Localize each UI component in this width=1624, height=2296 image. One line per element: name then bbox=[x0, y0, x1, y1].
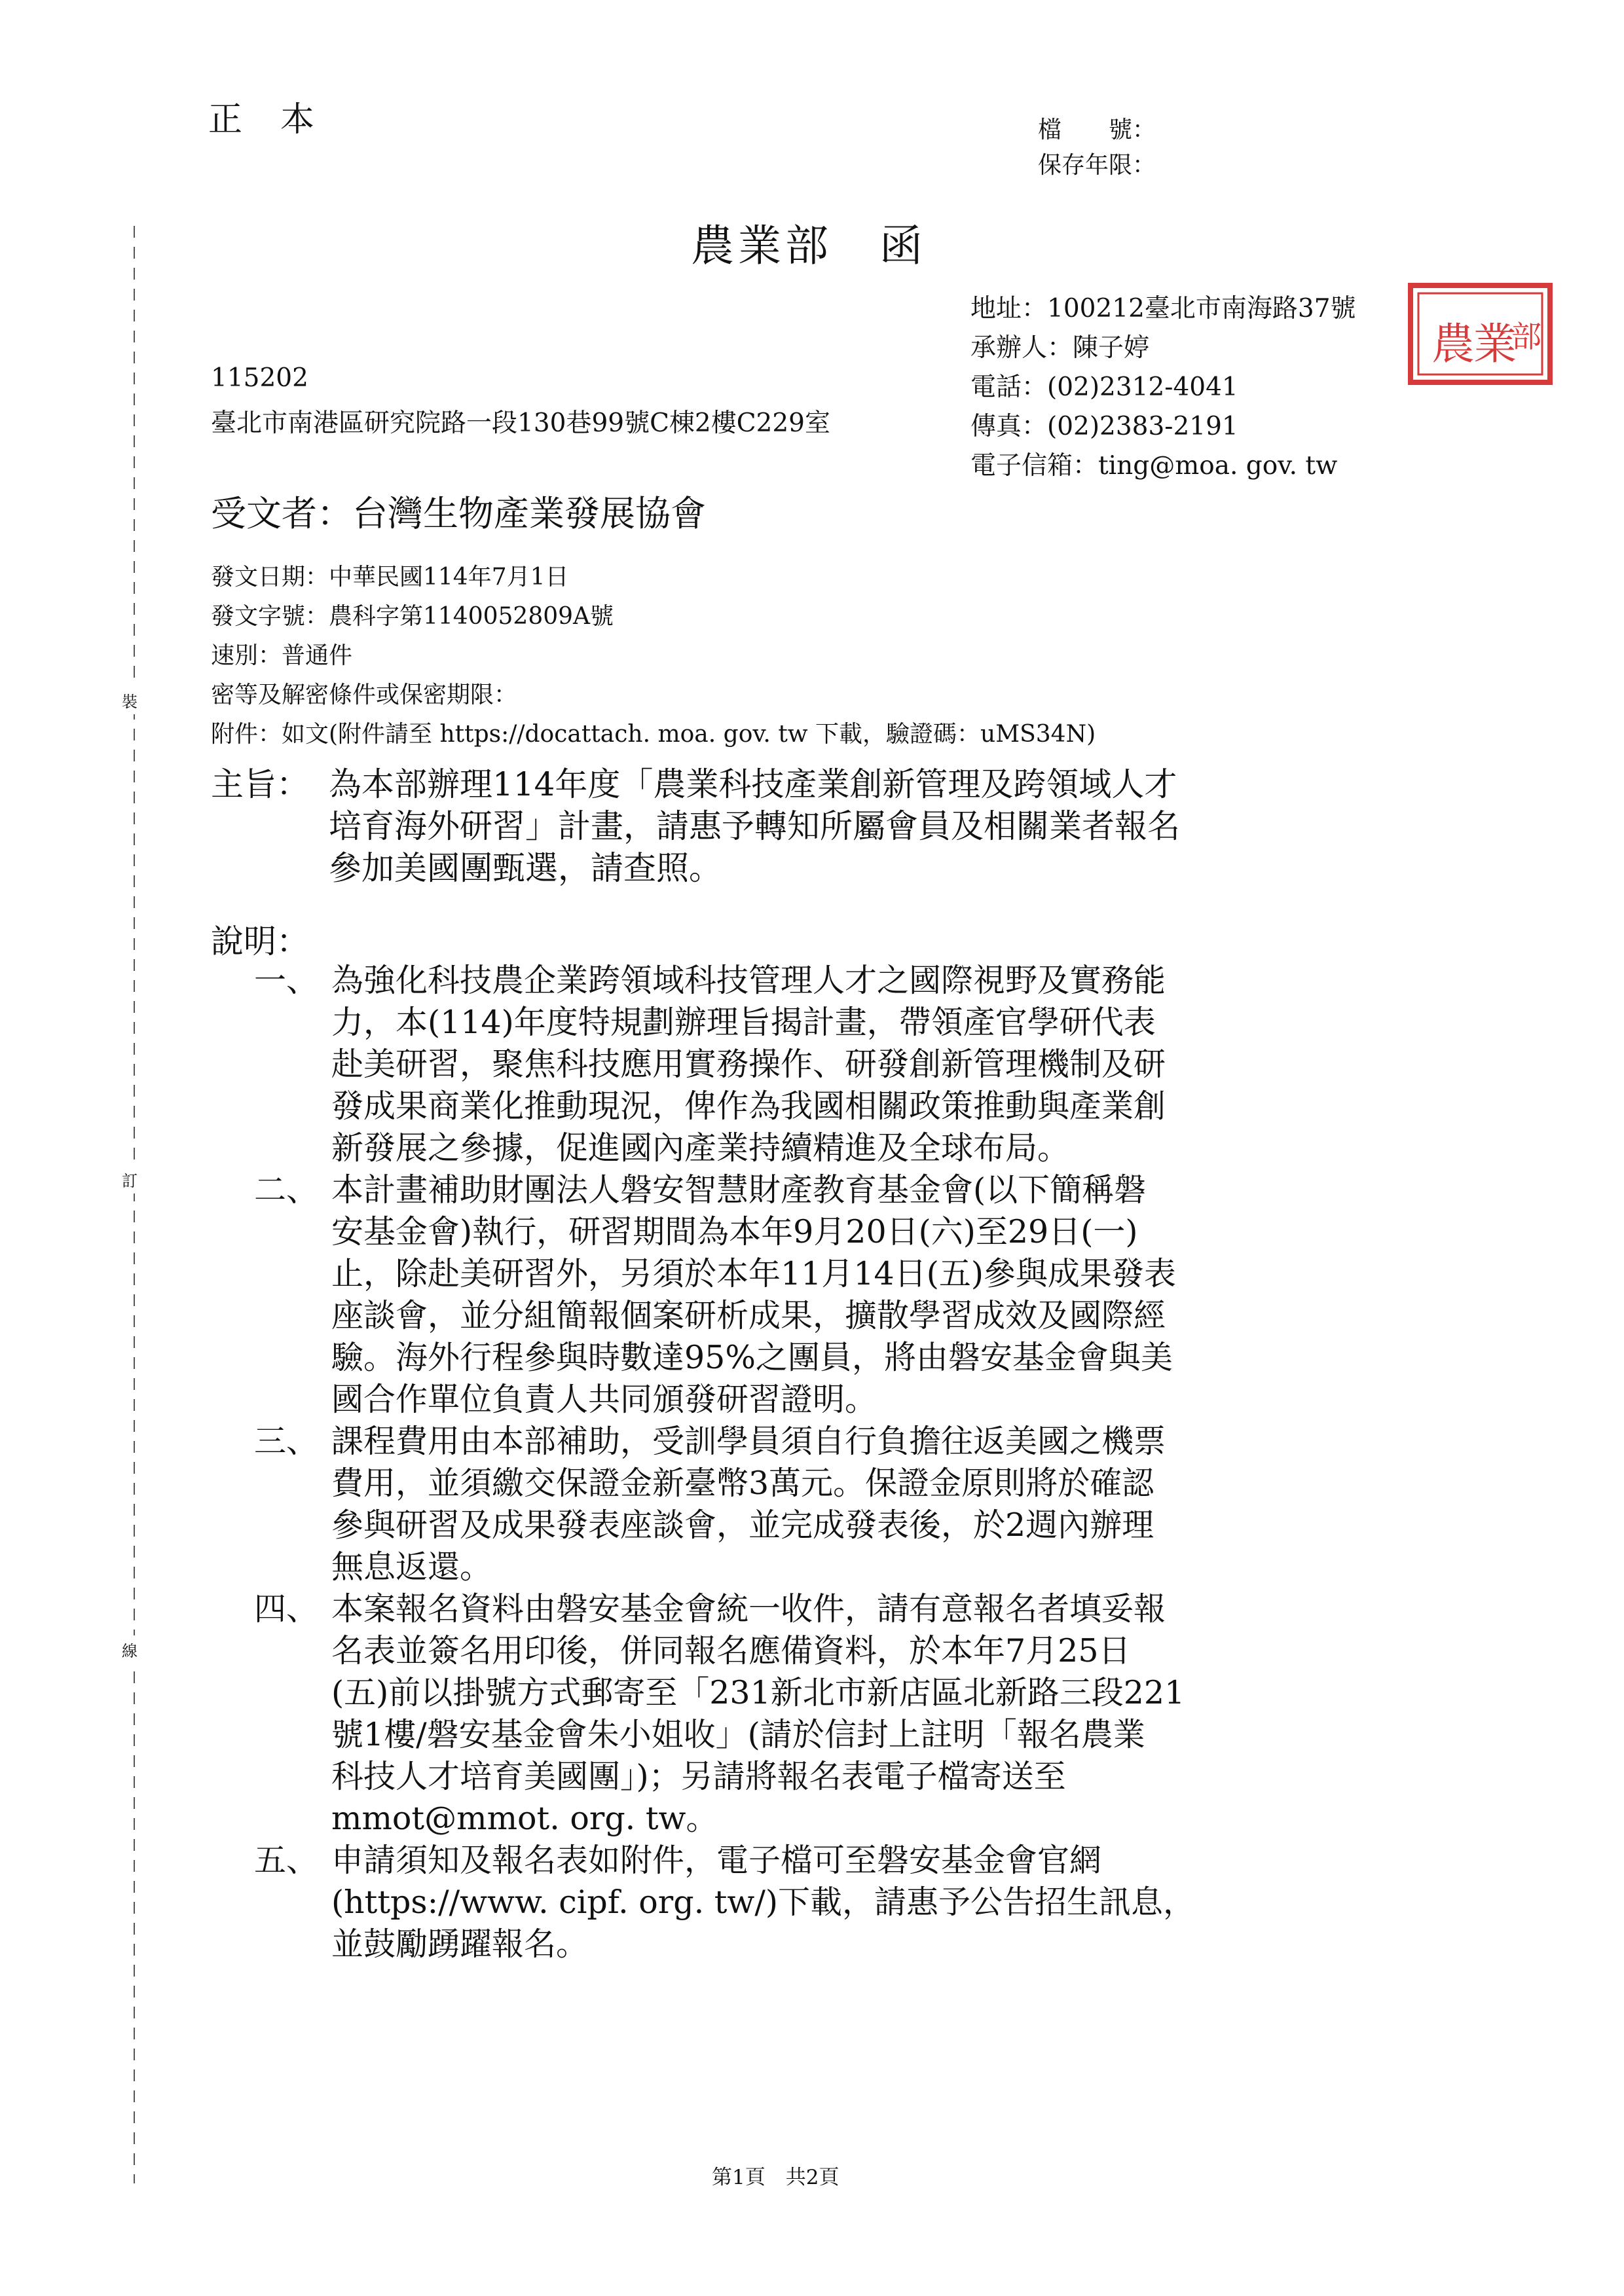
item-number: 一、 bbox=[254, 962, 319, 999]
item-line: 本計畫補助財團法人磐安智慧財產教育基金會(以下簡稱磐 bbox=[331, 1171, 1147, 1209]
seal-char-1: 農 bbox=[1431, 319, 1475, 369]
sender-phone: 電話：(02)2312-4041 bbox=[970, 373, 1238, 402]
item-line: 止，除赴美研習外，另須於本年11月14日(五)參與成果發表 bbox=[331, 1255, 1176, 1292]
item-line: 發成果商業化推動現況，俾作為我國相關政策推動與產業創 bbox=[331, 1087, 1166, 1125]
item-line: 本案報名資料由磐安基金會統一收件，請有意報名者填妥報 bbox=[331, 1590, 1166, 1628]
item-line: 赴美研習，聚焦科技應用實務操作、研發創新管理機制及研 bbox=[331, 1046, 1166, 1083]
binding-mark-ding: 訂 bbox=[122, 1165, 138, 1194]
retention-label: 保存年限： bbox=[1038, 152, 1156, 179]
item-line: 安基金會)執行，研習期間為本年9月20日(六)至29日(一) bbox=[331, 1213, 1138, 1250]
delivery-speed: 速別：普通件 bbox=[211, 642, 353, 669]
document-title: 農業部 函 bbox=[691, 221, 927, 271]
item-number: 三、 bbox=[254, 1423, 319, 1460]
item-line: 力，本(114)年度特規劃辦理旨揭計畫，帶領產官學研代表 bbox=[331, 1004, 1156, 1041]
seal-char-3: 部 bbox=[1511, 319, 1541, 354]
receiver-zip: 115202 bbox=[211, 363, 308, 393]
page-number: 第1頁 共2頁 bbox=[712, 2166, 840, 2189]
subject-label: 主旨： bbox=[211, 765, 309, 803]
item-line: 申請須知及報名表如附件，電子檔可至磐安基金會官網 bbox=[331, 1842, 1102, 1879]
item-line: 無息返還。 bbox=[331, 1548, 492, 1586]
item-line: 費用，並須繳交保證金新臺幣3萬元。保證金原則將於確認 bbox=[331, 1465, 1154, 1502]
item-line: 參與研習及成果發表座談會，並完成發表後，於2週內辦理 bbox=[331, 1506, 1154, 1544]
file-number-label: 檔 號： bbox=[1038, 117, 1156, 143]
item-line: 科技人才培育美國團」)；另請將報名表電子檔寄送至 bbox=[331, 1758, 1066, 1795]
item-line: (https://www. cipf. org. tw/)下載，請惠予公告招生訊息， bbox=[331, 1884, 1195, 1921]
subject-line: 參加美國團甄選，請查照。 bbox=[329, 849, 722, 887]
binding-mark-zhuang: 裝 bbox=[122, 686, 138, 714]
sender-fax: 傳真：(02)2383-2191 bbox=[970, 412, 1238, 441]
item-line: 新發展之參據，促進國內產業持續精進及全球布局。 bbox=[331, 1129, 1070, 1167]
item-line: mmot@mmot. org. tw。 bbox=[331, 1800, 718, 1837]
secrecy-level: 密等及解密條件或保密期限： bbox=[211, 682, 518, 708]
attachment-info: 附件：如文(附件請至 https://docattach. moa. gov. tw 下載，驗證碼：uMS34N) bbox=[211, 721, 1096, 748]
item-number: 五、 bbox=[254, 1842, 319, 1879]
item-number: 四、 bbox=[254, 1590, 319, 1628]
subject-line: 為本部辦理114年度「農業科技產業創新管理及跨領域人才 bbox=[329, 765, 1177, 803]
issue-date: 發文日期：中華民國114年7月1日 bbox=[211, 564, 569, 591]
copy-mark: 正本 bbox=[208, 100, 353, 139]
document-number: 發文字號：農科字第1140052809A號 bbox=[211, 603, 614, 630]
receiver-address: 臺北市南港區研究院路一段130巷99號C棟2樓C229室 bbox=[211, 409, 830, 438]
sender-address: 地址：100212臺北市南海路37號 bbox=[970, 294, 1356, 323]
seal-char-2: 業 bbox=[1473, 319, 1517, 369]
official-seal bbox=[1407, 282, 1554, 386]
item-line: 名表並簽名用印後，併同報名應備資料，於本年7月25日 bbox=[331, 1632, 1131, 1669]
subject-line: 培育海外研習」計畫，請惠予轉知所屬會員及相關業者報名 bbox=[329, 807, 1180, 845]
item-line: 課程費用由本部補助，受訓學員須自行負擔往返美國之機票 bbox=[331, 1423, 1166, 1460]
sender-email: 電子信箱：ting@moa. gov. tw bbox=[970, 451, 1338, 481]
explanation-label: 說明： bbox=[211, 922, 309, 960]
sender-contact-block bbox=[970, 289, 1356, 486]
document-meta bbox=[211, 558, 1096, 754]
binding-mark-xian: 線 bbox=[122, 1635, 138, 1664]
sender-handler: 承辦人：陳子婷 bbox=[970, 333, 1150, 363]
file-info bbox=[1038, 113, 1156, 183]
item-line: 並鼓勵踴躍報名。 bbox=[331, 1925, 589, 1963]
item-line: (五)前以掛號方式郵寄至「231新北市新店區北新路三段221 bbox=[331, 1674, 1185, 1711]
item-number: 二、 bbox=[254, 1171, 319, 1209]
item-line: 驗。海外行程參與時數達95%之團員，將由磐安基金會與美 bbox=[331, 1339, 1173, 1376]
item-line: 號1樓/磐安基金會朱小姐收」(請於信封上註明「報名農業 bbox=[331, 1716, 1145, 1753]
item-line: 國合作單位負責人共同頒發研習證明。 bbox=[331, 1381, 877, 1418]
recipient: 受文者：台灣生物產業發展協會 bbox=[211, 493, 706, 534]
item-line: 為強化科技農企業跨領域科技管理人才之國際視野及實務能 bbox=[331, 962, 1166, 999]
item-line: 座談會，並分組簡報個案研析成果，擴散學習成效及國際經 bbox=[331, 1297, 1166, 1334]
binding-line bbox=[131, 226, 138, 2183]
